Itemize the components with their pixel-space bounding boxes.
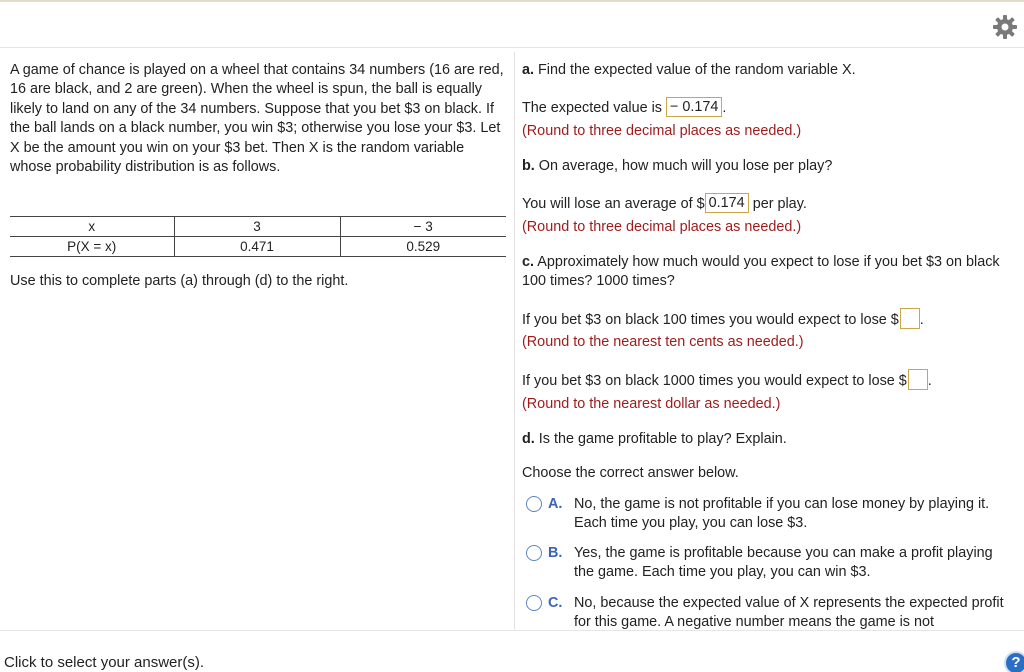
part-a-text: Find the expected value of the random variable X.: [538, 62, 856, 78]
table-row: [10, 217, 506, 237]
table-row: [10, 237, 506, 257]
top-toolbar: [0, 0, 1024, 48]
gear-icon[interactable]: [992, 14, 1018, 40]
part-d-prompt: Choose the correct answer below.: [522, 465, 739, 481]
part-b-answer-suffix: per play.: [752, 196, 807, 212]
part-b-text: On average, how much will you lose per play?: [538, 158, 833, 174]
option-c-text: No, because the expected value of X represents the expected profit for this game. A negative number means the game is not: [574, 595, 1004, 630]
part-b-answer-prefix: You will lose an average of $: [522, 196, 705, 212]
distribution-table: [10, 216, 506, 257]
part-c-1000-hint: (Round to the nearest dollar as needed.): [522, 396, 781, 412]
help-icon[interactable]: ?: [1004, 651, 1024, 672]
part-c-100-answer-input[interactable]: [900, 308, 920, 329]
part-c-100-text: If you bet $3 on black 100 times you would expect to lose $: [522, 312, 899, 328]
option-a-letter: A.: [548, 496, 563, 512]
part-a-answer-suffix: .: [722, 100, 727, 116]
part-d-question: [522, 430, 787, 449]
option-a-text: No, the game is not profitable if you can lose money by playing it. Each time you play, you can lose $3.: [574, 496, 990, 532]
part-a-label: a.: [522, 62, 535, 78]
part-b-answer-line: [522, 195, 807, 214]
part-c-1000-text: If you bet $3 on black 1000 times you would expect to lose $: [522, 373, 907, 389]
footer-bar: [0, 630, 1024, 672]
table-cell: 0.471: [174, 237, 340, 257]
option-b-text: Yes, the game is profitable because you can make a profit playing the game. Each time you play, you can win $3.: [574, 545, 993, 581]
part-a-answer-line: [522, 99, 726, 118]
part-b-question: [522, 157, 832, 176]
part-c-1000-line: [522, 372, 932, 391]
table-header-x: x: [10, 217, 174, 237]
problem-panel: [10, 61, 506, 289]
footer-status: Click to select your answer(s).: [4, 654, 205, 671]
part-d-text: Is the game profitable to play? Explain.: [538, 431, 787, 447]
table-header-probability: P(X = x): [10, 237, 174, 257]
option-a-radio[interactable]: [526, 496, 542, 512]
part-c-100-suffix: .: [919, 312, 924, 328]
part-c-100-line: [522, 311, 924, 330]
table-cell: 3: [174, 217, 340, 237]
problem-statement: A game of chance is played on a wheel that contains 34 numbers (16 are red, 16 are black, and 2 are green). When the wheel is spun, the ball is equally likely to land on any of the 34 numbers. Suppose that you bet $3 on black. If the ball lands on a black number, you win $3; otherwise you lose your $3. Let X be the amount you win on your $3 bet. Then X is the random variable whose probability distribution is as follows.: [10, 62, 504, 176]
part-c-question: [522, 253, 1012, 292]
part-a-question: [522, 61, 856, 80]
part-a-answer-prefix: The expected value is: [522, 100, 662, 116]
part-b-label: b.: [522, 158, 535, 174]
part-c-100-hint: (Round to the nearest ten cents as needed.): [522, 334, 804, 350]
part-c-text: Approximately how much would you expect to lose if you bet $3 on black 100 times? 1000 times?: [522, 254, 1000, 290]
part-c-1000-answer-input[interactable]: [908, 369, 928, 390]
option-b-radio[interactable]: [526, 545, 542, 561]
option-c-letter: C.: [548, 595, 563, 611]
table-cell: − 3: [340, 217, 506, 237]
part-a-hint: (Round to three decimal places as needed.): [522, 123, 802, 139]
part-b-hint: (Round to three decimal places as needed.): [522, 219, 802, 235]
part-c-label: c.: [522, 254, 535, 270]
part-d-label: d.: [522, 431, 535, 447]
option-c[interactable]: [522, 594, 1018, 630]
instructions-note: Use this to complete parts (a) through (d) to the right.: [10, 273, 349, 289]
part-c-1000-suffix: .: [927, 373, 932, 389]
option-b-letter: B.: [548, 545, 563, 561]
table-cell: 0.529: [340, 237, 506, 257]
part-b-answer-box[interactable]: 0.174: [705, 193, 749, 213]
part-a-answer-box[interactable]: − 0.174: [666, 97, 722, 117]
panel-divider: [514, 52, 515, 630]
option-c-radio[interactable]: [526, 595, 542, 611]
